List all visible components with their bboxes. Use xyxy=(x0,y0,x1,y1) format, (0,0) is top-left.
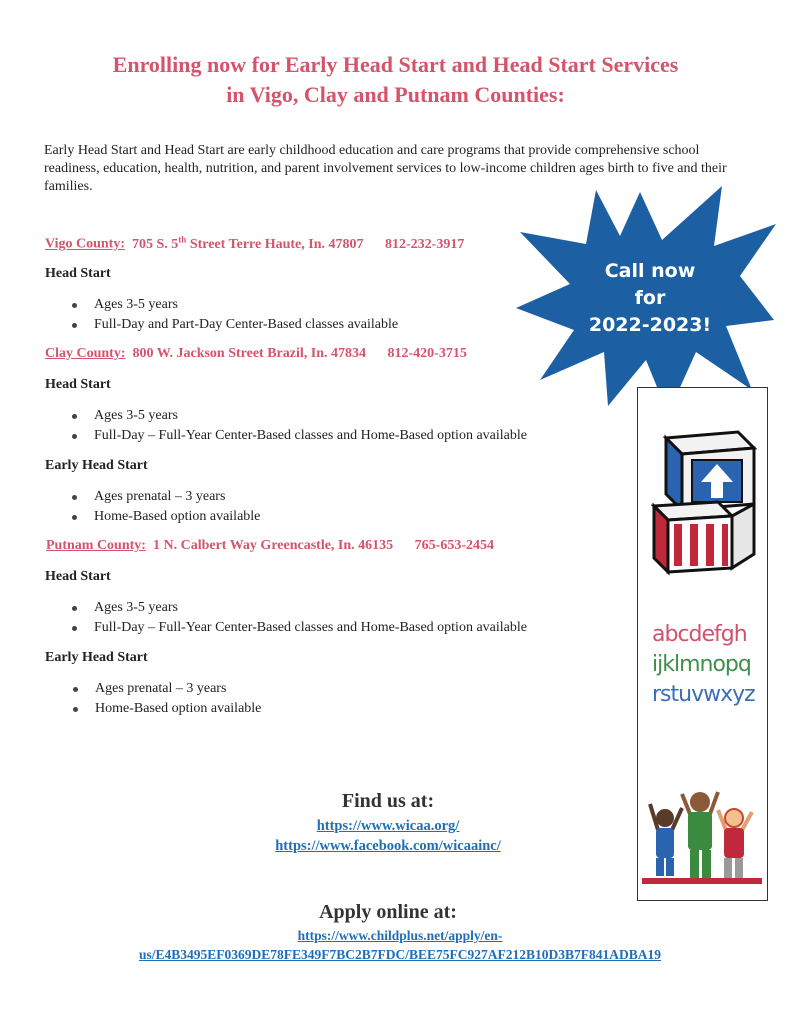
program-heading: Early Head Start xyxy=(45,458,148,473)
find-us-heading: Find us at: xyxy=(341,790,435,812)
county-name: Putnam County: xyxy=(46,538,146,553)
alphabet-art xyxy=(652,620,755,710)
callout-line-2: for xyxy=(634,287,666,309)
list-item: Ages prenatal – 3 years xyxy=(68,487,260,507)
program-list xyxy=(68,406,527,446)
county-name: Clay County: xyxy=(45,346,126,361)
program-list xyxy=(69,679,261,719)
website-link[interactable]: https://www.wicaa.org/ xyxy=(316,818,460,834)
list-item: Home-Based option available xyxy=(69,699,261,719)
county-vigo xyxy=(45,234,464,253)
apply-link[interactable] xyxy=(90,926,710,964)
county-address: 800 W. Jackson Street Brazil, In. 47834 xyxy=(132,346,366,361)
county-phone: 765-653-2454 xyxy=(414,538,494,553)
alphabet-line: abcdefgh xyxy=(652,622,747,647)
county-address: 1 N. Calbert Way Greencastle, In. 46135 xyxy=(152,538,394,553)
list-item: Full-Day – Full-Year Center-Based classes and Home-Based option available xyxy=(68,426,527,446)
list-item: Ages 3-5 years xyxy=(68,406,527,426)
county-name: Vigo County: xyxy=(45,236,125,252)
list-item: Ages 3-5 years xyxy=(68,598,527,618)
intro-paragraph: Early Head Start and Head Start are early childhood education and care programs that provide comprehensive school readiness, education, health, nutrition, and parent involvement services to low-income children ages birth to five and their families. xyxy=(44,143,727,194)
list-item: Ages prenatal – 3 years xyxy=(69,679,261,699)
callout-line-1: Call now xyxy=(604,260,696,282)
county-clay xyxy=(45,346,467,362)
program-heading: Early Head Start xyxy=(45,650,148,665)
program-list xyxy=(68,295,398,335)
title-line-1: Enrolling now for Early Head Start and Head Start Services xyxy=(112,52,679,77)
list-item: Home-Based option available xyxy=(68,507,260,527)
apply-link-line-1[interactable]: https://www.childplus.net/apply/en- xyxy=(297,928,503,943)
county-putnam xyxy=(46,538,494,554)
list-item: Full-Day – Full-Year Center-Based classes and Home-Based option available xyxy=(68,618,527,638)
program-heading: Head Start xyxy=(45,266,111,281)
alphabet-line: rstuvwxyz xyxy=(652,682,755,707)
county-address: 705 S. 5th Street Terre Haute, In. 47807 xyxy=(132,234,364,252)
program-list xyxy=(68,598,527,638)
facebook-link[interactable]: https://www.facebook.com/wicaainc/ xyxy=(275,838,501,854)
program-list xyxy=(68,487,260,527)
apply-online-heading: Apply online at: xyxy=(319,901,457,923)
county-phone: 812-420-3715 xyxy=(387,346,467,361)
apply-link-line-2[interactable]: us/E4B3495EF0369DE78FE349F7BC2B7FDC/BEE75FC927AF212B10D3B7F841ADBA19 xyxy=(138,947,662,962)
list-item: Ages 3-5 years xyxy=(68,295,398,315)
callout-line-3: 2022-2023! xyxy=(588,314,712,336)
page-title xyxy=(0,50,791,110)
title-line-2: in Vigo, Clay and Putnam Counties: xyxy=(226,82,565,107)
program-heading: Head Start xyxy=(45,377,111,392)
blocks-logo-icon xyxy=(638,418,766,578)
callout-text xyxy=(575,258,725,339)
alphabet-line: ijklmnopq xyxy=(652,652,751,677)
county-phone: 812-232-3917 xyxy=(385,236,465,252)
list-item: Full-Day and Part-Day Center-Based classes available xyxy=(68,315,398,335)
program-heading: Head Start xyxy=(45,569,111,584)
